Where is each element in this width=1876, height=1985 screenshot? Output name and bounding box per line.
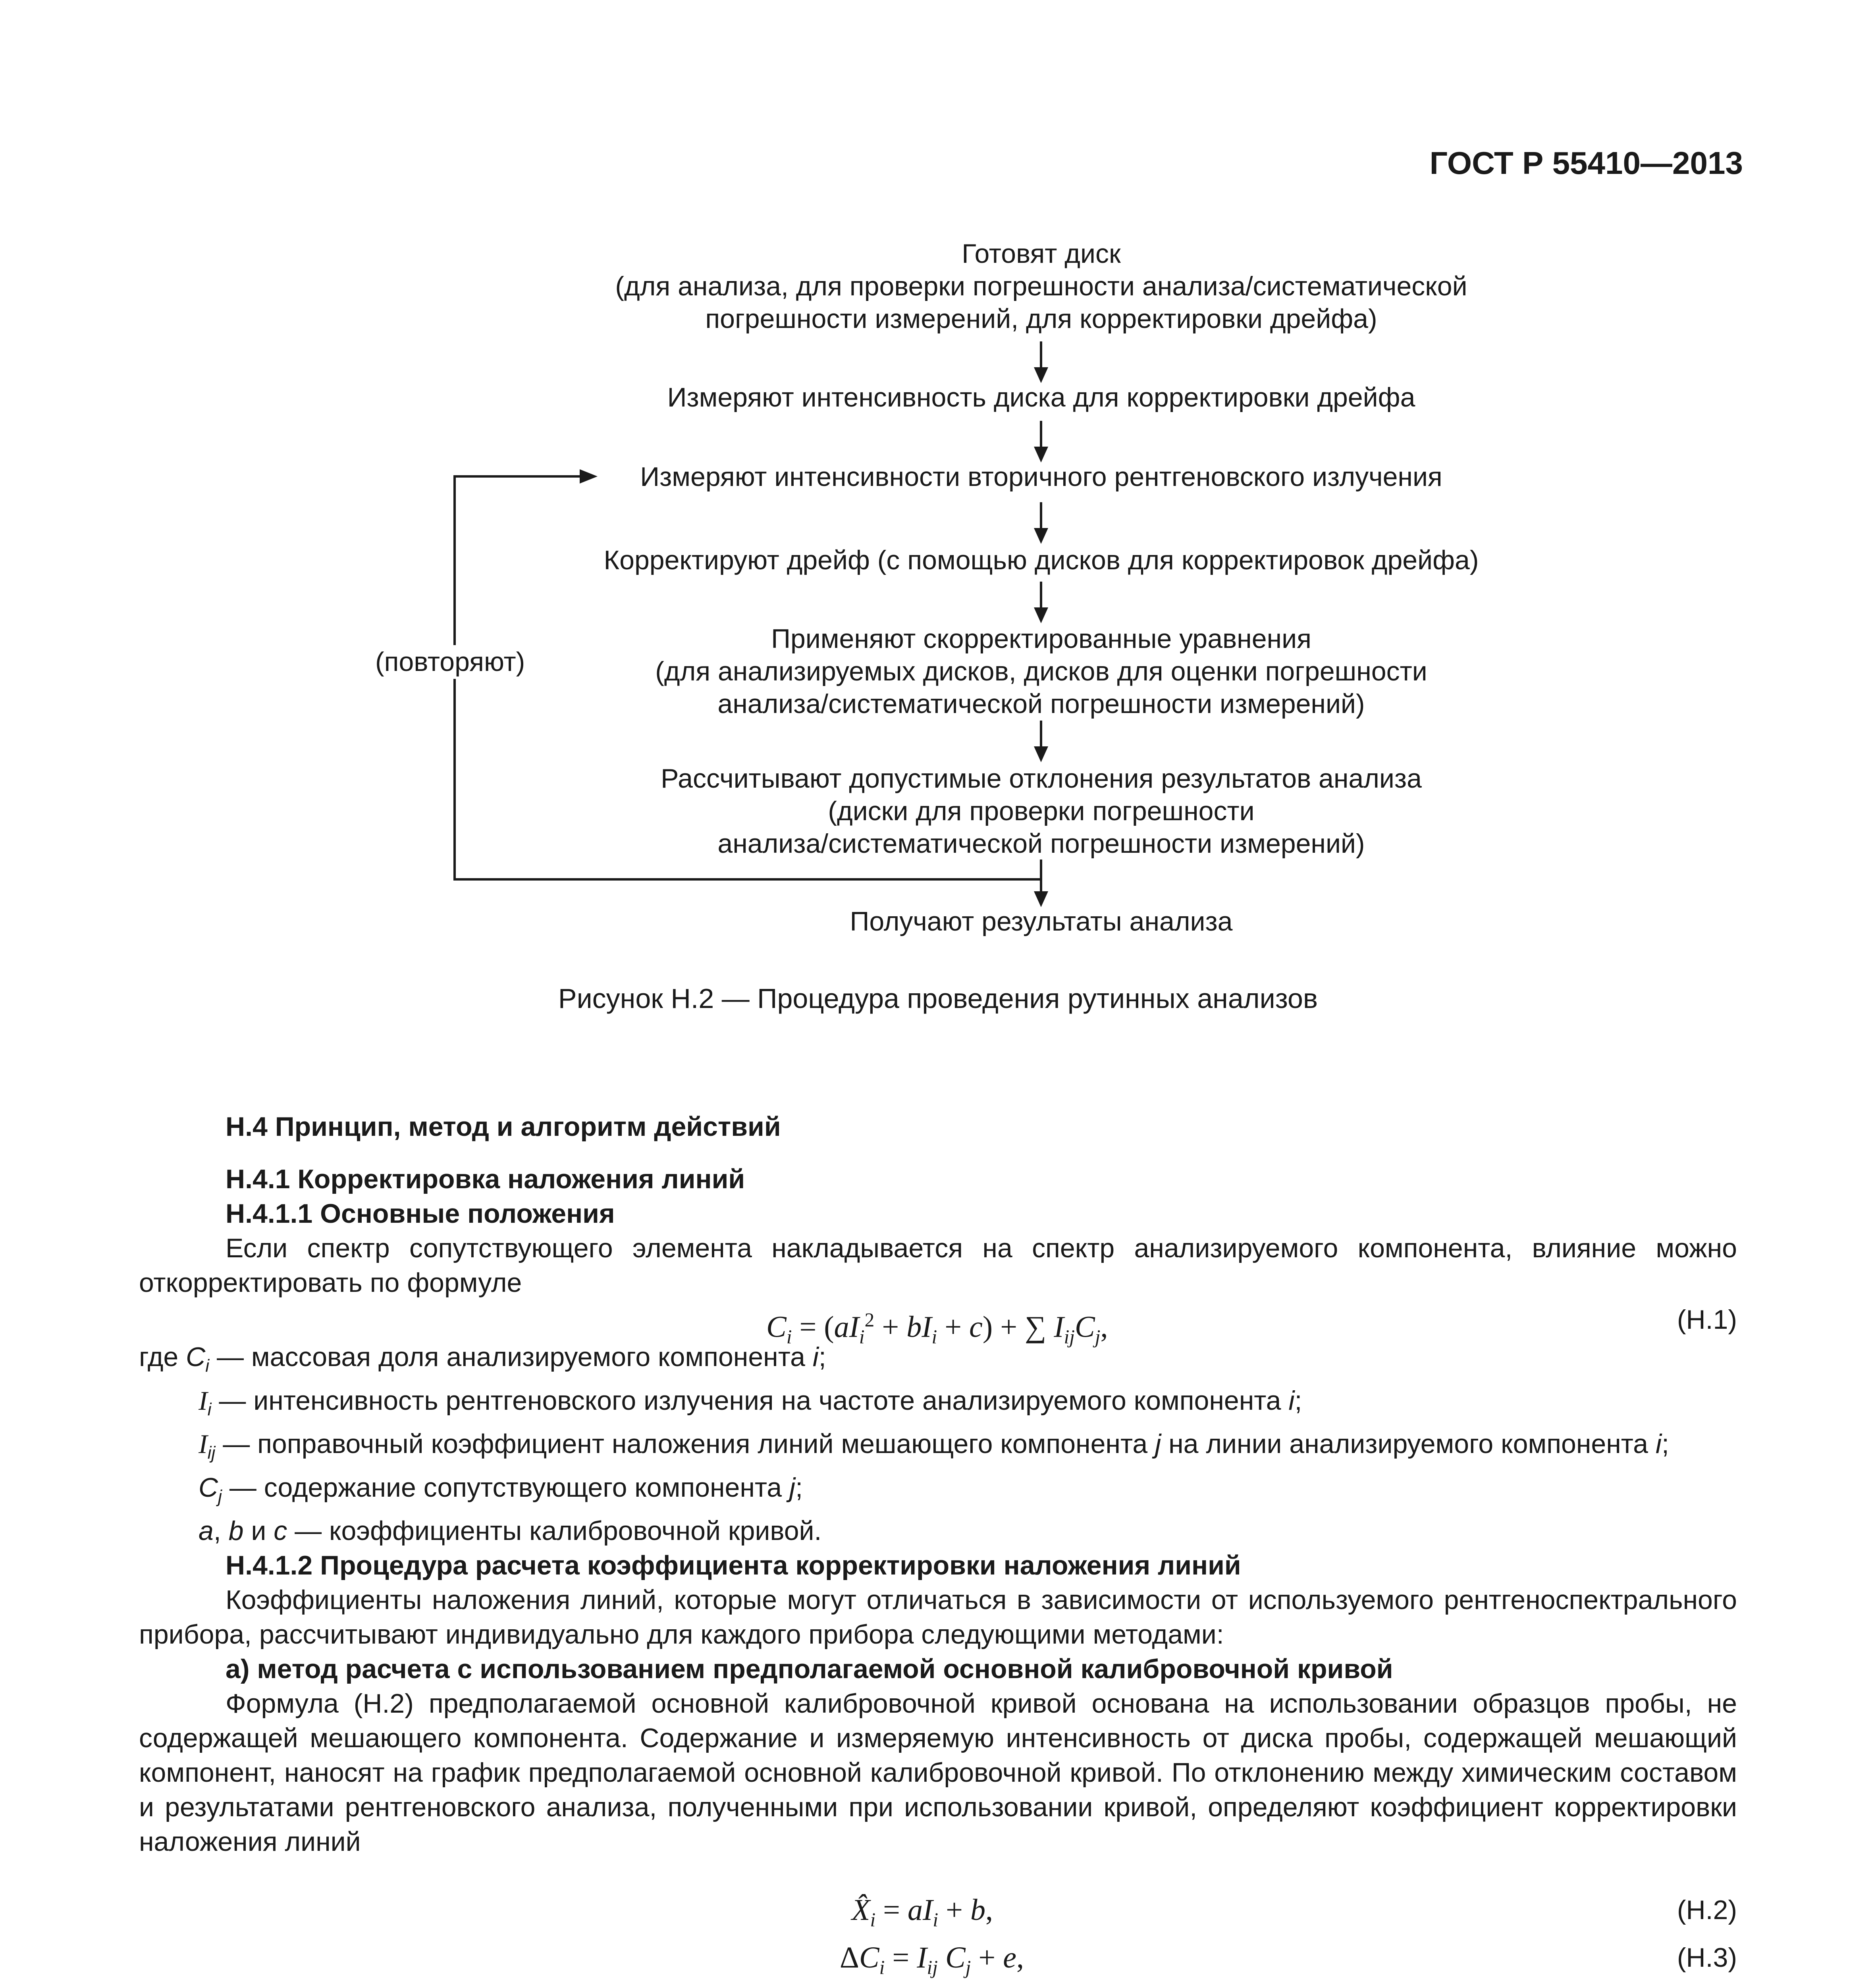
- equation-number-h3: (Н.3): [1677, 1943, 1737, 1973]
- flow-loop-label: (повторяют): [375, 647, 525, 677]
- flow-step-results: Получают результаты анализа: [850, 906, 1233, 937]
- heading-method-a: а) метод расчета с использованием предполагаемой основной калибровочной кривой: [226, 1654, 1393, 1684]
- definitions-h1: где $C_i$ — массовая доля анализируемого компонента i; $I_i$ — интенсивность рентгеновского излучения на частоте анализируемого компонента i; $I_{ij}$ — поправочный коэффициент наложения линий мешающего компонента j на линии анализируемого компонента i; $C_j$ — содержание сопутствующего компонента j; a, b и c — коэффициенты калибровочной кривой.: [139, 1342, 1669, 1546]
- equation-h1: $C_i = (aI_i^2 + bI_i + c)$ + ∑ $I_{ij}C_j$, (Н.1): [139, 1300, 1737, 1340]
- heading-h4: Н.4 Принцип, метод и алгоритм действий: [226, 1112, 781, 1142]
- flow-step-drift-correction: Корректируют дрейф (с помощью дисков для корректировок дрейфа): [603, 545, 1479, 575]
- equation-h3: $\Delta C_i = I_{ij}$ $C_j + e$, (Н.3): [840, 1941, 1737, 1979]
- figure-caption: Рисунок Н.2 — Процедура проведения рутинных анализов: [558, 983, 1318, 1014]
- equation-h2: $X̂_i = aI_i + b$, (Н.2): [852, 1893, 1737, 1931]
- equation-number-h2: (Н.2): [1677, 1895, 1737, 1925]
- paragraph-3: Формула (Н.2) предполагаемой основной калибровочной кривой основана на использовании образцов пробы, не содержащей мешающего компонента. Содержание и измеряемую интенсивность от диска пробы, содержащей мешающий компонент, наносят на график предполагаемой основной калибровочной кривой. По отклонению между химическим составом и результатами рентгеновского анализа, полученными при использовании кривой, определяют коэффициент корректировки наложения линий: [139, 1688, 1737, 1857]
- heading-h412: Н.4.1.2 Процедура расчета коэффициента корректировки наложения линий: [226, 1550, 1241, 1581]
- equation-number-h1: (Н.1): [1677, 1305, 1737, 1335]
- section-body: [139, 1110, 1737, 1985]
- flow-step-drift-intensity: Измеряют интенсивность диска для корректировки дрейфа: [667, 382, 1415, 412]
- flow-step-deviations: Рассчитывают допустимые отклонения результатов анализа (диски для проверки погрешности анализа/систематической погрешности измерений): [661, 763, 1422, 859]
- paragraph-2: Коэффициенты наложения линий, которые могут отличаться в зависимости от используемого рентгеноспектрального прибора, рассчитывают индивидуально для каждого прибора следующими методами:: [139, 1585, 1737, 1650]
- flow-step-secondary-xray: Измеряют интенсивности вторичного рентгеновского излучения: [640, 462, 1442, 492]
- paragraph-1: Если спектр сопутствующего элемента накладывается на спектр анализируемого компонента, влияние можно откорректировать по формуле: [139, 1233, 1737, 1298]
- heading-h411: Н.4.1.1 Основные положения: [226, 1199, 615, 1229]
- heading-h41: Н.4.1 Корректировка наложения линий: [226, 1164, 745, 1194]
- document-header: ГОСТ Р 55410—2013: [1429, 145, 1743, 181]
- flow-step-prepare: Готовят диск (для анализа, для проверки погрешности анализа/систематической погрешности измерений, для корректировки дрейфа): [615, 239, 1467, 334]
- flow-step-apply-equations: Применяют скорректированные уравнения (для анализируемых дисков, дисков для оценки погрешности анализа/систематической погрешности измерений): [655, 624, 1427, 719]
